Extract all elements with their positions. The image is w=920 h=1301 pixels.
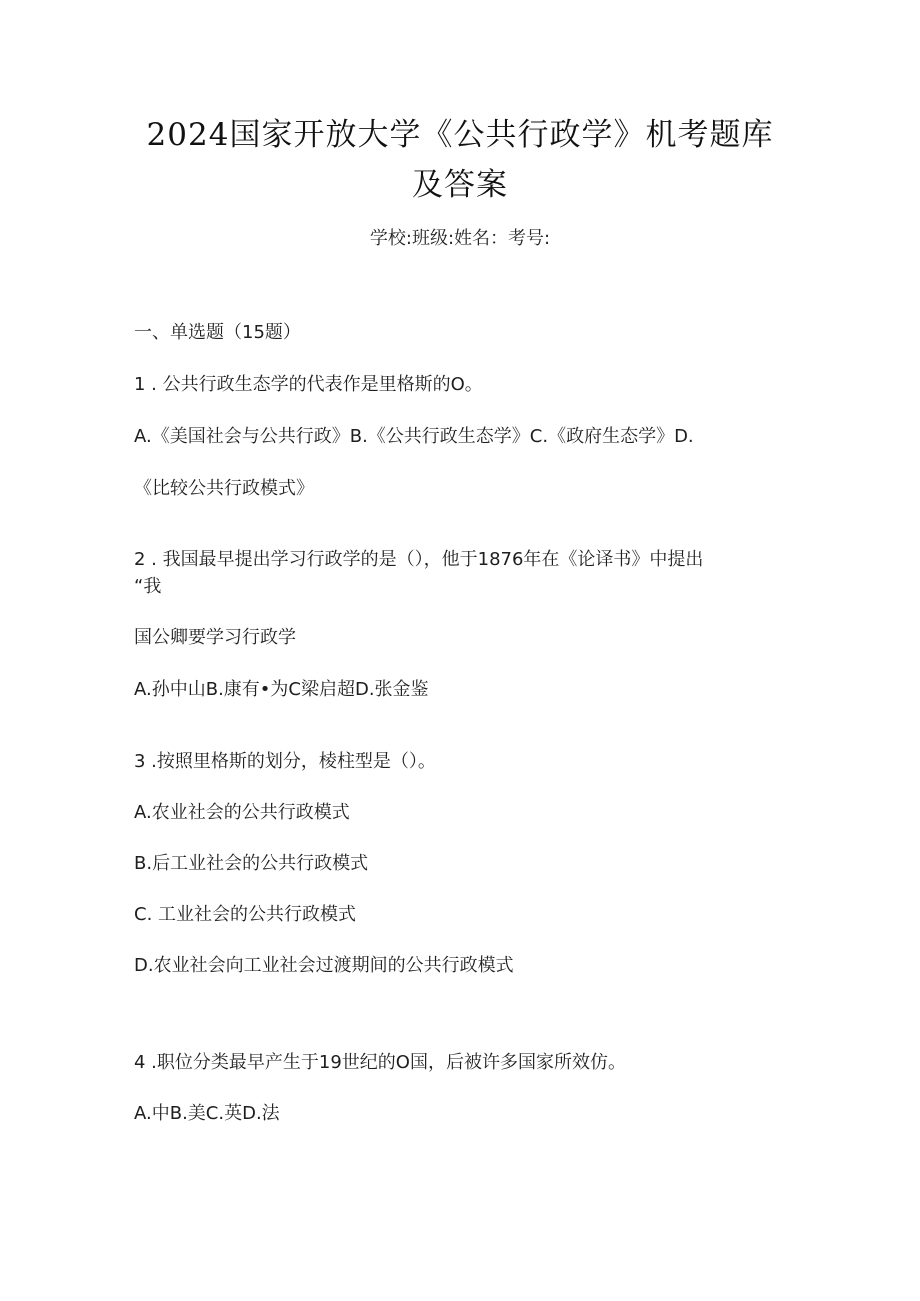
section-heading: 一、单选题（15题）: [134, 322, 301, 343]
question-3-option-d: D.农业社会向工业社会过渡期间的公共行政模式: [134, 955, 514, 976]
document-title-line-2: 及答案: [412, 167, 508, 203]
question-4-options: A.中B.美C.英D.法: [134, 1103, 280, 1124]
question-3-stem: 3 .按照里格斯的划分，棱柱型是（）。: [134, 751, 436, 772]
question-1-stem: 1 . 公共行政生态学的代表作是里格斯的O。: [134, 374, 483, 395]
question-3-option-c: C. 工业社会的公共行政模式: [134, 904, 357, 925]
question-2-stem-line-3: 国公卿要学习行政学: [134, 627, 296, 648]
question-2-stem-line-2: “我: [134, 576, 162, 597]
question-2-options: A.孙中山B.康有•为C梁启超D.张金鉴: [134, 679, 429, 700]
question-3-option-a: A.农业社会的公共行政模式: [134, 802, 350, 823]
question-4-stem: 4 .职位分类最早产生于19世纪的O国，后被许多国家所效仿。: [134, 1052, 626, 1073]
question-2-stem-line-1: 2 . 我国最早提出学习行政学的是（），他于1876年在《论译书》中提出: [134, 549, 704, 570]
question-1-options-line-1: A.《美国社会与公共行政》B.《公共行政生态学》C.《政府生态学》D.: [134, 426, 694, 447]
question-3-option-b: B.后工业社会的公共行政模式: [134, 853, 369, 874]
question-1-options-line-2: 《比较公共行政模式》: [134, 478, 314, 499]
document-title-line-1: 2024国家开放大学《公共行政学》机考题库: [146, 117, 774, 153]
exam-info-line: 学校:班级:姓名：考号:: [369, 228, 551, 249]
